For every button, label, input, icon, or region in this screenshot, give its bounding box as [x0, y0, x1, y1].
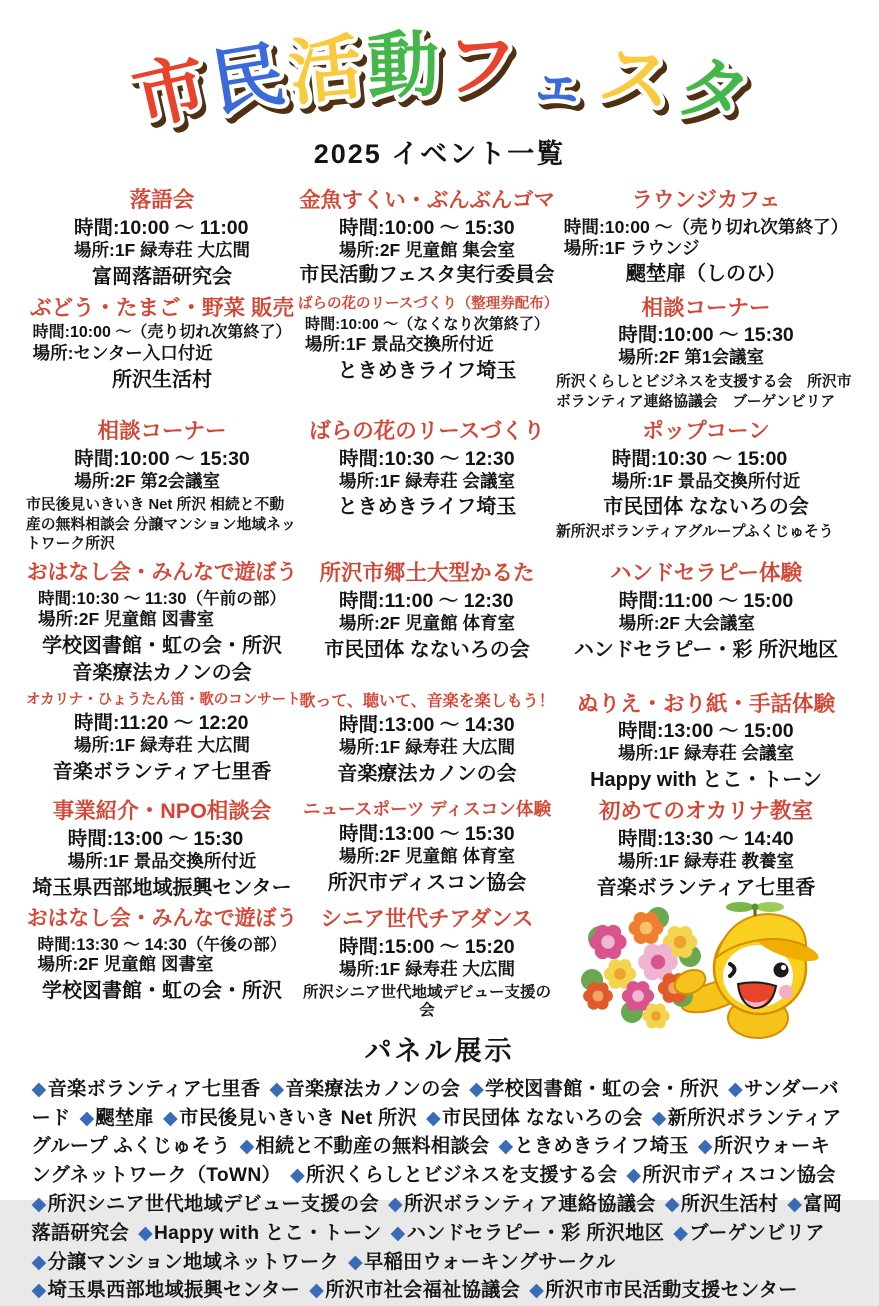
- festa-title-logo: [120, 12, 760, 141]
- panel-exhibitor-label: 所沢生活村: [680, 1193, 779, 1215]
- panel-exhibit-heading: パネル展示: [364, 1035, 515, 1066]
- panel-exhibitor-label: 所沢ボランティア連絡協議会: [403, 1193, 656, 1215]
- event-organizer: ときめきライフ埼玉: [337, 359, 517, 382]
- panel-exhibitor-item: [665, 1194, 779, 1215]
- event-place: 場所:1F ラウンジ: [563, 237, 700, 258]
- panel-exhibitor-item: [426, 1108, 643, 1129]
- title-char: 民: [205, 31, 290, 126]
- mascot-illustration: [562, 900, 830, 1034]
- title-char: タ: [668, 42, 758, 141]
- event-card: [26, 554, 298, 684]
- events-grid: [26, 181, 856, 1021]
- event-card: [298, 900, 556, 1021]
- panel-exhibitor-item: [309, 1280, 520, 1301]
- event-meta: [298, 217, 556, 262]
- event-title: 事業紹介・NPO相談会: [52, 799, 272, 824]
- event-organizer: 音楽ボランティア七里香: [596, 876, 816, 899]
- panel-exhibitor-label: Happy with とこ・トーン: [154, 1222, 382, 1244]
- diamond-bullet-icon: ◆: [31, 1251, 47, 1273]
- event-card: [298, 412, 556, 554]
- event-time: 時間:10:00 ～ 15:30: [339, 216, 515, 239]
- panel-exhibitor-label: 学校図書館・虹の会・所沢: [485, 1078, 719, 1100]
- event-place: 場所:2F 児童館 集会室: [339, 239, 515, 260]
- event-title: 金魚すくい・ぶんぶんゴマ: [299, 188, 555, 212]
- panel-exhibitor-label: 市民後見いきいき Net 所沢: [179, 1107, 418, 1129]
- event-time: 時間:10:00 ～ 15:30: [74, 447, 250, 470]
- event-time: 時間:13:30 ～ 14:30（午後の部）: [37, 934, 287, 954]
- event-meta: [26, 589, 298, 630]
- panel-exhibitor-item: [269, 1079, 460, 1100]
- diamond-bullet-icon: ◆: [673, 1222, 689, 1244]
- event-place: 場所:2F 児童館 体育室: [339, 612, 515, 633]
- event-place: 場所:1F 緑寿荘 会議室: [339, 470, 515, 491]
- event-title: 歌って、聴いて、音楽を楽しもう！: [299, 692, 555, 710]
- event-time: 時間:13:00 ～ 15:30: [67, 828, 244, 851]
- event-organizer: 埼玉県西部地域振興センター: [32, 876, 292, 899]
- event-time: 時間:11:00 ～ 12:30: [339, 589, 514, 612]
- panel-exhibitor-label: 所沢市市民活動支援センター: [545, 1280, 798, 1302]
- mascot-cell: [556, 900, 856, 1021]
- diamond-bullet-icon: ◆: [239, 1136, 255, 1158]
- event-card: [298, 181, 556, 289]
- event-title: おはなし会・みんなで遊ぼう: [26, 561, 298, 585]
- event-meta: [298, 316, 556, 356]
- event-title: ばらの花のリースづくり: [309, 418, 545, 443]
- panel-exhibitor-item: [673, 1223, 825, 1244]
- panel-exhibitor-list: [32, 1076, 848, 1306]
- event-time: 時間:13:00 ～ 14:30: [339, 713, 515, 736]
- event-time: 時間:10:00 ～ 15:30: [618, 324, 794, 347]
- panel-exhibitor-item: [32, 1252, 340, 1273]
- event-card: [556, 289, 856, 412]
- event-organizer: Happy with とこ・トーン: [590, 769, 822, 792]
- diamond-bullet-icon: ◆: [269, 1078, 285, 1100]
- event-card: [556, 685, 856, 793]
- event-card: [26, 900, 298, 1021]
- event-organizer: 市民団体 なないろの会: [324, 638, 530, 661]
- event-organizer: 所沢シニア世代地域デビュー支援の会: [302, 983, 551, 1020]
- event-meta: [556, 720, 856, 765]
- event-title: 相談コーナー: [641, 295, 771, 320]
- event-meta: [556, 448, 856, 493]
- event-organizer: 音楽療法カノンの会: [72, 661, 252, 684]
- panel-exhibitor-item: [163, 1108, 417, 1129]
- event-place: 場所:2F 児童館 図書室: [37, 954, 214, 975]
- event-time: 時間:10:00 ～ 11:00: [74, 216, 249, 239]
- diamond-bullet-icon: ◆: [426, 1107, 442, 1129]
- event-organizer: 新所沢ボランティアグループふくじゅそう: [556, 524, 834, 541]
- panel-exhibitor-item: [626, 1165, 835, 1186]
- panel-exhibitor-item: [290, 1165, 617, 1186]
- event-card: [26, 792, 298, 900]
- title-char: ス: [593, 31, 678, 126]
- diamond-bullet-icon: ◆: [348, 1251, 364, 1273]
- event-title: 相談コーナー: [97, 418, 227, 443]
- panel-exhibitor-label: 所沢市ディスコン協会: [642, 1165, 836, 1187]
- event-organizer: 富岡落語研究会: [92, 265, 232, 288]
- event-place: 場所:2F 児童館 体育室: [339, 846, 515, 867]
- event-meta: [26, 712, 298, 757]
- event-card: [298, 792, 556, 900]
- panel-exhibitor-label: 所沢ウォーキングネットワーク（ToWN）: [31, 1136, 830, 1187]
- event-organizer: 所沢生活村: [112, 369, 212, 392]
- diamond-bullet-icon: ◆: [728, 1078, 744, 1100]
- panel-exhibitor-label: ブーゲンビリア: [689, 1222, 825, 1244]
- event-place: 場所:1F 景品交換所付近: [304, 333, 494, 354]
- diamond-bullet-icon: ◆: [163, 1107, 179, 1129]
- event-meta: [556, 590, 856, 635]
- event-place: 場所:1F 景品交換所付近: [611, 470, 801, 491]
- event-meta: [26, 828, 298, 873]
- panel-exhibitor-label: 所沢くらしとビジネスを支援する会: [306, 1165, 618, 1187]
- panel-exhibitor-label: 所沢市社会福祉協議会: [325, 1280, 521, 1302]
- diamond-bullet-icon: ◆: [309, 1280, 325, 1302]
- event-card: [298, 554, 556, 684]
- panel-exhibitor-item: [529, 1280, 798, 1301]
- event-organizer: 学校図書館・虹の会・所沢: [42, 980, 282, 1003]
- event-place: 場所:1F 緑寿荘 大広間: [74, 239, 250, 260]
- event-title: ニュースポーツ ディスコン体験: [302, 799, 552, 820]
- diamond-bullet-icon: ◆: [387, 1193, 403, 1215]
- event-title: オカリナ・ひょうたん笛・歌のコンサート: [26, 691, 301, 708]
- event-title: ラウンジカフェ: [631, 188, 781, 212]
- event-title: ぬりえ・おり紙・手話体験: [576, 691, 835, 716]
- event-meta: [298, 823, 556, 868]
- event-title: ぶどう・たまご・野菜 販売: [30, 295, 294, 320]
- event-time: 時間:11:20 ～ 12:20: [74, 711, 249, 734]
- diamond-bullet-icon: ◆: [651, 1107, 667, 1129]
- diamond-bullet-icon: ◆: [787, 1193, 803, 1215]
- event-meta: [26, 324, 298, 365]
- panel-exhibitor-item: [32, 1079, 261, 1100]
- diamond-bullet-icon: ◆: [390, 1222, 406, 1244]
- event-meta: [298, 590, 556, 635]
- panel-exhibitor-item: [239, 1136, 489, 1157]
- event-title: おはなし会・みんなで遊ぼう: [26, 906, 298, 930]
- panel-exhibitor-label: 所沢シニア世代地域デビュー支援の会: [47, 1193, 379, 1215]
- diamond-bullet-icon: ◆: [137, 1222, 153, 1244]
- event-organizer: 所沢市ディスコン協会: [327, 872, 527, 895]
- title-char: フ: [442, 22, 518, 109]
- event-time: 時間:10:30 ～ 12:30: [339, 447, 515, 470]
- event-title: 初めてのオカリナ教室: [599, 799, 813, 824]
- event-card: [556, 792, 856, 900]
- event-card: [298, 685, 556, 793]
- panel-exhibitor-item: [32, 1194, 379, 1215]
- event-meta: [26, 935, 298, 976]
- title-char: ェ: [526, 49, 589, 120]
- event-place: 場所:1F 景品交換所付近: [67, 851, 257, 872]
- event-title: シニア世代チアダンス: [320, 906, 534, 931]
- title-char: 市: [125, 42, 215, 141]
- diamond-bullet-icon: ◆: [31, 1193, 47, 1215]
- event-title: 所沢市郷土大型かるた: [319, 561, 535, 586]
- panel-exhibitor-item: [391, 1223, 665, 1244]
- event-card: [556, 554, 856, 684]
- event-place: 場所:2F 第1会議室: [618, 347, 765, 368]
- event-time: 時間:10:30 ～ 15:00: [611, 447, 788, 470]
- panel-exhibitor-label: 市民団体 なないろの会: [442, 1107, 643, 1129]
- event-time: 時間:11:00 ～ 15:00: [618, 589, 794, 612]
- event-list-subtitle: 2025 イベント一覧: [313, 139, 566, 169]
- event-organizer: 颸埜扉（しのひ）: [626, 263, 786, 286]
- event-place: 場所:1F 緑寿荘 大広間: [74, 734, 250, 755]
- event-place: 場所:1F 緑寿荘 教養室: [618, 851, 794, 872]
- panel-exhibitor-item: [348, 1252, 615, 1273]
- panel-exhibitor-label: 分譲マンション地域ネットワーク: [47, 1251, 340, 1273]
- event-card: [26, 685, 301, 793]
- diamond-bullet-icon: ◆: [664, 1193, 680, 1215]
- event-organizer: 学校図書館・虹の会・所沢: [42, 634, 282, 657]
- panel-exhibitor-label: 颸埜扉: [95, 1107, 155, 1129]
- event-organizer: ときめきライフ埼玉: [337, 496, 517, 519]
- event-meta: [556, 828, 856, 873]
- panel-exhibit-section: [0, 1029, 879, 1306]
- diamond-bullet-icon: ◆: [469, 1078, 485, 1100]
- panel-exhibitor-label: 新所沢ボランティアグループ ふくじゅそう: [31, 1107, 842, 1158]
- event-organizer: 音楽療法カノンの会: [337, 762, 517, 785]
- event-meta: [556, 217, 856, 260]
- title-char: 動: [365, 22, 441, 109]
- event-card: [556, 181, 856, 289]
- event-time: 時間:13:00 ～ 15:30: [339, 823, 515, 846]
- diamond-bullet-icon: ◆: [498, 1136, 514, 1158]
- event-time: 時間:10:30 ～ 11:30（午前の部）: [37, 589, 287, 609]
- event-place: 場所:1F 緑寿荘 大広間: [339, 958, 515, 979]
- event-meta: [298, 936, 556, 981]
- panel-exhibitor-label: 相続と不動産の無料相談会: [255, 1136, 490, 1158]
- panel-exhibitor-item: [32, 1280, 301, 1301]
- event-title: ハンドセラピー体験: [610, 561, 802, 586]
- panel-exhibitor-item: [138, 1223, 382, 1244]
- event-title: 落語会: [129, 188, 195, 212]
- event-meta: [26, 448, 298, 493]
- event-card: [298, 289, 559, 412]
- event-place: 場所:2F 児童館 図書室: [37, 608, 214, 629]
- panel-exhibitor-label: サンダーバード: [31, 1078, 839, 1129]
- panel-exhibitor-item: [79, 1108, 154, 1129]
- panel-exhibitor-label: 音楽ボランティア七里香: [47, 1078, 261, 1100]
- title-char: 活: [285, 24, 365, 116]
- panel-exhibitor-label: 富岡落語研究会: [31, 1193, 843, 1244]
- panel-exhibitor-item: [498, 1136, 688, 1157]
- event-organizer: ハンドセラピー・彩 所沢地区: [573, 638, 839, 661]
- diamond-bullet-icon: ◆: [529, 1280, 545, 1302]
- event-place: 場所:2F 大会議室: [618, 612, 755, 633]
- event-organizer: 市民団体 なないろの会: [603, 496, 809, 519]
- diamond-bullet-icon: ◆: [31, 1280, 47, 1302]
- event-time: 時間:13:00 ～ 15:00: [618, 720, 794, 743]
- event-meta: [298, 448, 556, 493]
- event-meta: [556, 324, 856, 369]
- panel-exhibitor-label: 音楽療法カノンの会: [285, 1078, 461, 1100]
- panel-exhibitor-item: [469, 1079, 719, 1100]
- event-time: 時間:10:00 ～（売り切れ次第終了）: [563, 216, 849, 237]
- event-place: 場所:1F 緑寿荘 大広間: [339, 736, 515, 757]
- event-organizer: 音楽ボランティア七里香: [52, 760, 272, 783]
- diamond-bullet-icon: ◆: [79, 1107, 95, 1129]
- event-title: ポップコーン: [642, 418, 770, 443]
- event-place: 場所:2F 第2会議室: [74, 470, 221, 491]
- panel-exhibitor-label: ときめきライフ埼玉: [514, 1136, 689, 1158]
- event-time: 時間:10:00 ～（なくなり次第終了）: [304, 316, 550, 334]
- event-title: ばらの花のリースづくり（整理券配布）: [298, 295, 559, 312]
- diamond-bullet-icon: ◆: [289, 1165, 306, 1187]
- event-card: [556, 412, 856, 554]
- diamond-bullet-icon: ◆: [626, 1165, 642, 1187]
- flyer-header: [0, 0, 879, 171]
- event-card: [26, 289, 298, 412]
- event-meta: [298, 714, 556, 759]
- panel-exhibitor-label: 早稲田ウォーキングサークル: [364, 1251, 616, 1273]
- panel-exhibitor-label: ハンドセラピー・彩 所沢地区: [406, 1222, 665, 1244]
- event-organizer: 市民後見いきいき Net 所沢 相続と不動産の無料相談会 分譲マンション地域ネットワーク所沢: [26, 497, 296, 552]
- event-organizer: 所沢くらしとビジネスを支援する会 所沢市ボランティア連絡協議会 ブーゲンビリア: [556, 374, 852, 410]
- event-time: 時間:10:00 ～（売り切れ次第終了）: [32, 324, 292, 342]
- event-place: 場所:1F 緑寿荘 会議室: [618, 743, 794, 764]
- event-place: 場所:センター入口付近: [32, 343, 213, 364]
- event-card: [26, 181, 298, 289]
- event-time: 時間:15:00 ～ 15:20: [339, 935, 515, 958]
- event-time: 時間:13:30 ～ 14:40: [618, 828, 794, 851]
- event-meta: [26, 217, 298, 262]
- event-card: [26, 412, 298, 554]
- diamond-bullet-icon: ◆: [31, 1078, 47, 1100]
- event-organizer: 市民活動フェスタ実行委員会: [299, 264, 555, 287]
- panel-exhibitor-label: 埼玉県西部地域振興センター: [47, 1280, 301, 1302]
- panel-exhibitor-item: [388, 1194, 656, 1215]
- diamond-bullet-icon: ◆: [697, 1136, 713, 1158]
